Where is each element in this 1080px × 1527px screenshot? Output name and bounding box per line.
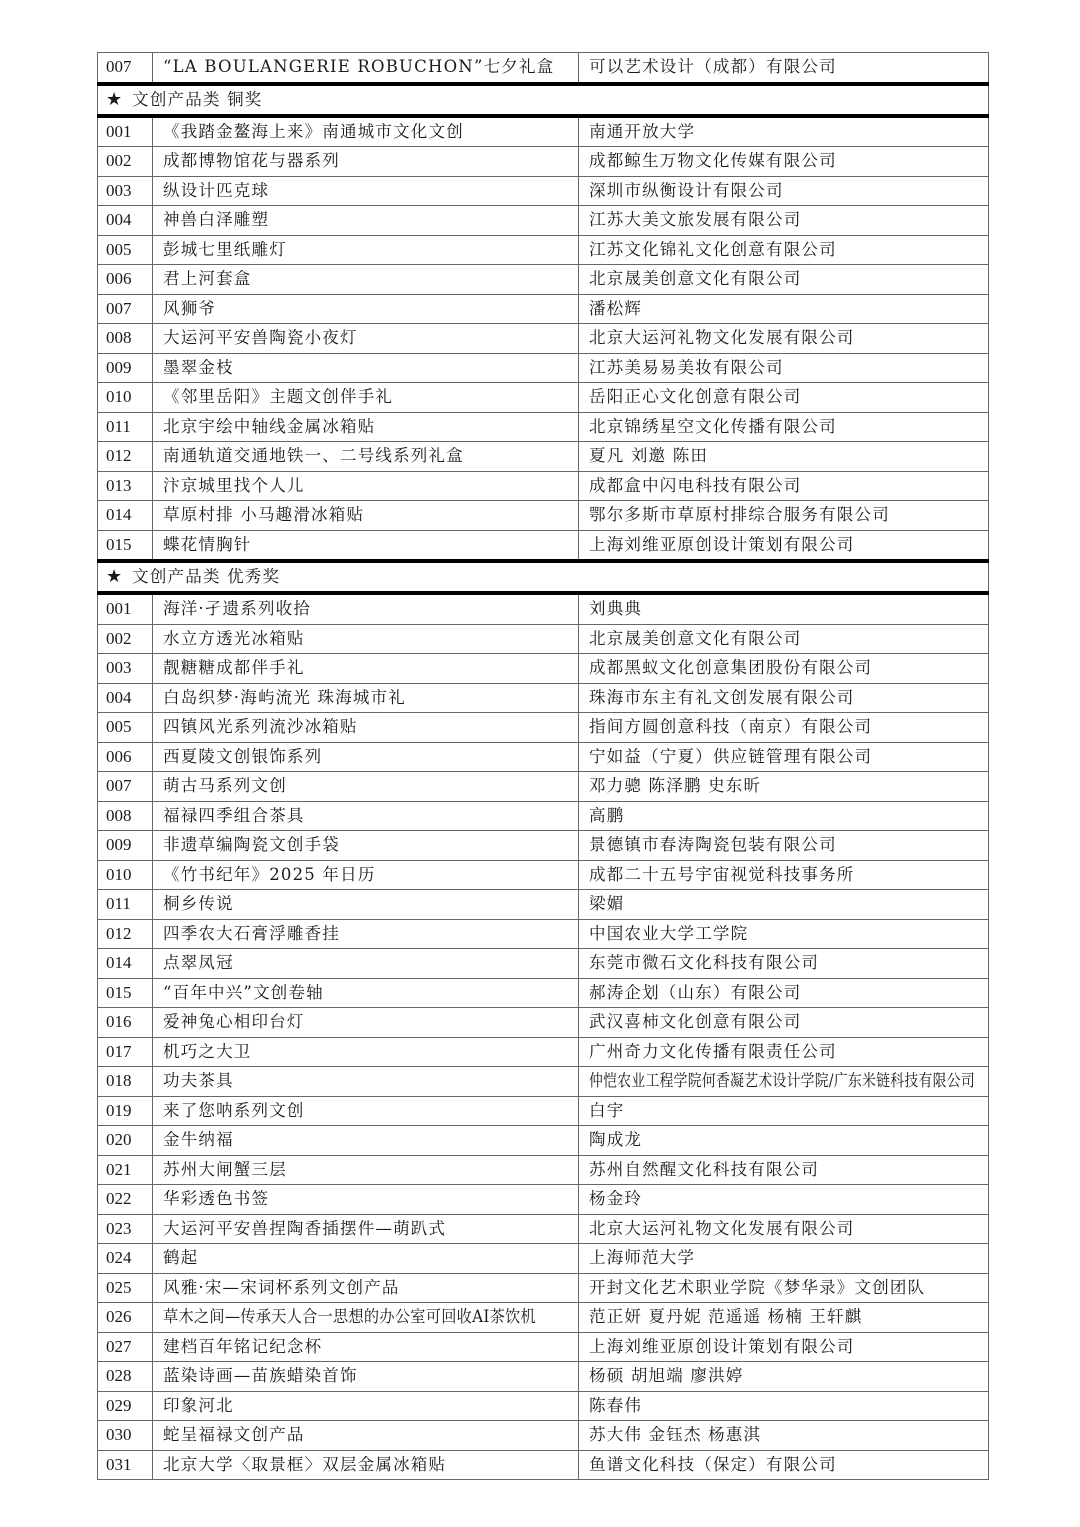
entry-number: 010 — [98, 383, 153, 413]
table-row — [98, 949, 989, 979]
entry-number: 009 — [98, 831, 153, 861]
table-row — [98, 1244, 989, 1274]
table-row — [98, 860, 989, 890]
entry-number: 006 — [98, 265, 153, 295]
table-row — [98, 324, 989, 354]
entry-organization: 成都盒中闪电科技有限公司 — [579, 471, 989, 501]
entry-number: 005 — [98, 235, 153, 265]
section-header — [98, 561, 989, 593]
entry-name: 蛇呈福禄文创产品 — [153, 1421, 579, 1451]
entry-organization: 可以艺术设计（成都）有限公司 — [579, 53, 989, 84]
entry-number: 012 — [98, 919, 153, 949]
entry-number: 009 — [98, 353, 153, 383]
entry-name: 爱神兔心相印台灯 — [153, 1008, 579, 1038]
entry-organization: 北京锦绣星空文化传播有限公司 — [579, 412, 989, 442]
entry-organization: 深圳市纵衡设计有限公司 — [579, 176, 989, 206]
table-row — [98, 1185, 989, 1215]
entry-organization: 江苏文化锦礼文化创意有限公司 — [579, 235, 989, 265]
entry-number: 002 — [98, 147, 153, 177]
entry-number: 011 — [98, 412, 153, 442]
table-row — [98, 1008, 989, 1038]
table-row — [98, 1332, 989, 1362]
section-title: 文创产品类 铜奖 — [132, 89, 263, 109]
entry-name: 印象河北 — [153, 1391, 579, 1421]
entry-organization: 成都鲸生万物文化传媒有限公司 — [579, 147, 989, 177]
entry-organization — [579, 1067, 989, 1097]
entry-name: 四镇风光系列流沙冰箱贴 — [153, 713, 579, 743]
entry-organization: 刘典典 — [579, 593, 989, 624]
entry-number: 023 — [98, 1214, 153, 1244]
entry-name: 南通轨道交通地铁一、二号线系列礼盒 — [153, 442, 579, 472]
table-row — [98, 1067, 989, 1097]
section-title: 文创产品类 优秀奖 — [132, 567, 281, 586]
table-row — [98, 683, 989, 713]
table-row — [98, 1450, 989, 1480]
entry-organization: 宁如益（宁夏）供应链管理有限公司 — [579, 742, 989, 772]
table-row — [98, 890, 989, 920]
entry-name: 建档百年铭记纪念杯 — [153, 1332, 579, 1362]
entry-name: 非遗草编陶瓷文创手袋 — [153, 831, 579, 861]
entry-name: 北京大学〈取景框〉双层金属冰箱贴 — [153, 1450, 579, 1480]
entry-name: 萌古马系列文创 — [153, 772, 579, 802]
entry-organization: 上海刘维亚原创设计策划有限公司 — [579, 530, 989, 561]
entry-organization: 岳阳正心文化创意有限公司 — [579, 383, 989, 413]
table-row — [98, 147, 989, 177]
entry-number: 011 — [98, 890, 153, 920]
entry-organization: 上海刘维亚原创设计策划有限公司 — [579, 1332, 989, 1362]
entry-number: 013 — [98, 471, 153, 501]
table-row — [98, 654, 989, 684]
table-row — [98, 176, 989, 206]
table-row — [98, 206, 989, 236]
entry-organization: 高鹏 — [579, 801, 989, 831]
table-row — [98, 1126, 989, 1156]
table-row — [98, 1155, 989, 1185]
entry-name: 彭城七里纸雕灯 — [153, 235, 579, 265]
entry-organization: 苏州自然醒文化科技有限公司 — [579, 1155, 989, 1185]
table-row — [98, 1421, 989, 1451]
entry-organization: 杨硕 胡旭端 廖洪婷 — [579, 1362, 989, 1392]
entry-number: 007 — [98, 53, 153, 84]
star-icon: ★ — [106, 566, 123, 587]
award-list-body — [98, 53, 989, 1480]
entry-number: 027 — [98, 1332, 153, 1362]
entry-number: 008 — [98, 801, 153, 831]
entry-number: 003 — [98, 176, 153, 206]
entry-number: 019 — [98, 1096, 153, 1126]
entry-organization: 成都黑蚁文化创意集团股份有限公司 — [579, 654, 989, 684]
entry-name: “百年中兴”文创卷轴 — [153, 978, 579, 1008]
entry-number: 014 — [98, 501, 153, 531]
entry-name — [153, 1303, 579, 1333]
entry-number: 022 — [98, 1185, 153, 1215]
entry-name: 汴京城里找个人儿 — [153, 471, 579, 501]
entry-number: 021 — [98, 1155, 153, 1185]
entry-number: 026 — [98, 1303, 153, 1333]
entry-number: 001 — [98, 593, 153, 624]
entry-name: 北京宇绘中轴线金属冰箱贴 — [153, 412, 579, 442]
entry-name: 水立方透光冰箱贴 — [153, 624, 579, 654]
entry-number: 030 — [98, 1421, 153, 1451]
table-row — [98, 442, 989, 472]
table-row — [98, 235, 989, 265]
entry-organization: 中国农业大学工学院 — [579, 919, 989, 949]
table-row — [98, 412, 989, 442]
entry-organization: 鄂尔多斯市草原村排综合服务有限公司 — [579, 501, 989, 531]
entry-organization: 苏大伟 金钰杰 杨惠淇 — [579, 1421, 989, 1451]
table-row — [98, 1303, 989, 1333]
entry-name: 海洋·孑遗系列收拾 — [153, 593, 579, 624]
entry-organization: 南通开放大学 — [579, 116, 989, 147]
entry-name: 点翠凤冠 — [153, 949, 579, 979]
table-row — [98, 772, 989, 802]
entry-number: 024 — [98, 1244, 153, 1274]
entry-organization: 景德镇市春涛陶瓷包装有限公司 — [579, 831, 989, 861]
entry-number: 006 — [98, 742, 153, 772]
entry-number: 031 — [98, 1450, 153, 1480]
entry-name: 蓝染诗画—苗族蜡染首饰 — [153, 1362, 579, 1392]
entry-number: 005 — [98, 713, 153, 743]
entry-organization: 指间方圆创意科技（南京）有限公司 — [579, 713, 989, 743]
table-row — [98, 116, 989, 147]
entry-name: 华彩透色书签 — [153, 1185, 579, 1215]
table-row — [98, 713, 989, 743]
table-row — [98, 1273, 989, 1303]
entry-name: 《竹书纪年》2025 年日历 — [153, 860, 579, 890]
entry-organization: 上海师范大学 — [579, 1244, 989, 1274]
table-row — [98, 353, 989, 383]
table-row — [98, 831, 989, 861]
entry-number: 002 — [98, 624, 153, 654]
entry-number: 007 — [98, 772, 153, 802]
entry-name: 金牛纳福 — [153, 1126, 579, 1156]
entry-organization: 陶成龙 — [579, 1126, 989, 1156]
entry-name: 大运河平安兽捏陶香插摆件—萌趴式 — [153, 1214, 579, 1244]
entry-number: 028 — [98, 1362, 153, 1392]
table-row — [98, 1037, 989, 1067]
entry-organization: 东莞市微石文化科技有限公司 — [579, 949, 989, 979]
entry-organization-text: 仲恺农业工程学院何香凝艺术设计学院/广东米链科技有限公司 — [589, 1071, 975, 1091]
table-row — [98, 501, 989, 531]
entry-number: 010 — [98, 860, 153, 890]
entry-name: “LA BOULANGERIE ROBUCHON”七夕礼盒 — [153, 53, 579, 84]
entry-name: 墨翠金枝 — [153, 353, 579, 383]
section-header — [98, 84, 989, 116]
entry-name: 成都博物馆花与器系列 — [153, 147, 579, 177]
table-row — [98, 471, 989, 501]
entry-number: 014 — [98, 949, 153, 979]
entry-name: 神兽白泽雕塑 — [153, 206, 579, 236]
entry-organization: 北京晟美创意文化有限公司 — [579, 624, 989, 654]
entry-organization: 潘松辉 — [579, 294, 989, 324]
entry-organization: 广州奇力文化传播有限责任公司 — [579, 1037, 989, 1067]
entry-name: 来了您呐系列文创 — [153, 1096, 579, 1126]
table-row — [98, 624, 989, 654]
entry-number: 020 — [98, 1126, 153, 1156]
table-row — [98, 801, 989, 831]
section-header-row — [98, 84, 989, 116]
entry-name: 靓糖糖成都伴手礼 — [153, 654, 579, 684]
entry-organization: 开封文化艺术职业学院《梦华录》文创团队 — [579, 1273, 989, 1303]
table-row — [98, 1362, 989, 1392]
entry-organization: 北京大运河礼物文化发展有限公司 — [579, 1214, 989, 1244]
table-row — [98, 1391, 989, 1421]
entry-name: 蝶花情胸针 — [153, 530, 579, 561]
entry-name: 《邻里岳阳》主题文创伴手礼 — [153, 383, 579, 413]
table-row — [98, 978, 989, 1008]
table-row — [98, 593, 989, 624]
entry-number: 029 — [98, 1391, 153, 1421]
entry-number: 015 — [98, 978, 153, 1008]
entry-number: 012 — [98, 442, 153, 472]
section-header-row — [98, 561, 989, 593]
entry-organization: 江苏美易易美妆有限公司 — [579, 353, 989, 383]
entry-name: 风狮爷 — [153, 294, 579, 324]
entry-organization: 白宇 — [579, 1096, 989, 1126]
entry-number: 017 — [98, 1037, 153, 1067]
entry-number: 003 — [98, 654, 153, 684]
entry-organization: 夏凡 刘邀 陈田 — [579, 442, 989, 472]
entry-name: 纵设计匹克球 — [153, 176, 579, 206]
entry-name: 西夏陵文创银饰系列 — [153, 742, 579, 772]
entry-number: 001 — [98, 116, 153, 147]
entry-organization: 梁媚 — [579, 890, 989, 920]
entry-number: 015 — [98, 530, 153, 561]
entry-name: 四季农大石膏浮雕香挂 — [153, 919, 579, 949]
table-row — [98, 383, 989, 413]
entry-number: 004 — [98, 206, 153, 236]
entry-name: 机巧之大卫 — [153, 1037, 579, 1067]
entry-number: 016 — [98, 1008, 153, 1038]
entry-organization: 鱼谱文化科技（保定）有限公司 — [579, 1450, 989, 1480]
entry-number: 008 — [98, 324, 153, 354]
entry-organization: 杨金玲 — [579, 1185, 989, 1215]
table-row — [98, 265, 989, 295]
table-row — [98, 53, 989, 84]
table-row — [98, 294, 989, 324]
entry-number: 018 — [98, 1067, 153, 1097]
entry-name: 福禄四季组合茶具 — [153, 801, 579, 831]
entry-organization: 成都二十五号宇宙视觉科技事务所 — [579, 860, 989, 890]
star-icon: ★ — [106, 88, 123, 110]
entry-organization: 陈春伟 — [579, 1391, 989, 1421]
entry-name: 《我踏金鳌海上来》南通城市文化文创 — [153, 116, 579, 147]
table-row — [98, 530, 989, 561]
entry-number: 025 — [98, 1273, 153, 1303]
entry-name: 功夫茶具 — [153, 1067, 579, 1097]
table-row — [98, 1214, 989, 1244]
entry-organization: 北京大运河礼物文化发展有限公司 — [579, 324, 989, 354]
entry-number: 004 — [98, 683, 153, 713]
entry-number: 007 — [98, 294, 153, 324]
entry-organization: 邓力骢 陈泽鹏 史东昕 — [579, 772, 989, 802]
entry-organization: 范正妍 夏丹妮 范遥遥 杨楠 王轩麒 — [579, 1303, 989, 1333]
entry-name: 白岛织梦·海屿流光 珠海城市礼 — [153, 683, 579, 713]
entry-name: 风雅·宋—宋词杯系列文创产品 — [153, 1273, 579, 1303]
entry-organization: 武汉喜柿文化创意有限公司 — [579, 1008, 989, 1038]
entry-name: 桐乡传说 — [153, 890, 579, 920]
entry-name-text: 草木之间—传承天人合一思想的办公室可回收AI茶饮机 — [163, 1307, 537, 1327]
award-list-table — [97, 52, 989, 1480]
entry-organization: 珠海市东主有礼文创发展有限公司 — [579, 683, 989, 713]
table-row — [98, 1096, 989, 1126]
table-row — [98, 742, 989, 772]
entry-organization: 江苏大美文旅发展有限公司 — [579, 206, 989, 236]
entry-name: 大运河平安兽陶瓷小夜灯 — [153, 324, 579, 354]
table-row — [98, 919, 989, 949]
entry-name: 鹤起 — [153, 1244, 579, 1274]
entry-name: 苏州大闸蟹三层 — [153, 1155, 579, 1185]
entry-name: 草原村排 小马趣滑冰箱贴 — [153, 501, 579, 531]
entry-name: 君上河套盒 — [153, 265, 579, 295]
entry-organization: 郝涛企划（山东）有限公司 — [579, 978, 989, 1008]
entry-organization: 北京晟美创意文化有限公司 — [579, 265, 989, 295]
